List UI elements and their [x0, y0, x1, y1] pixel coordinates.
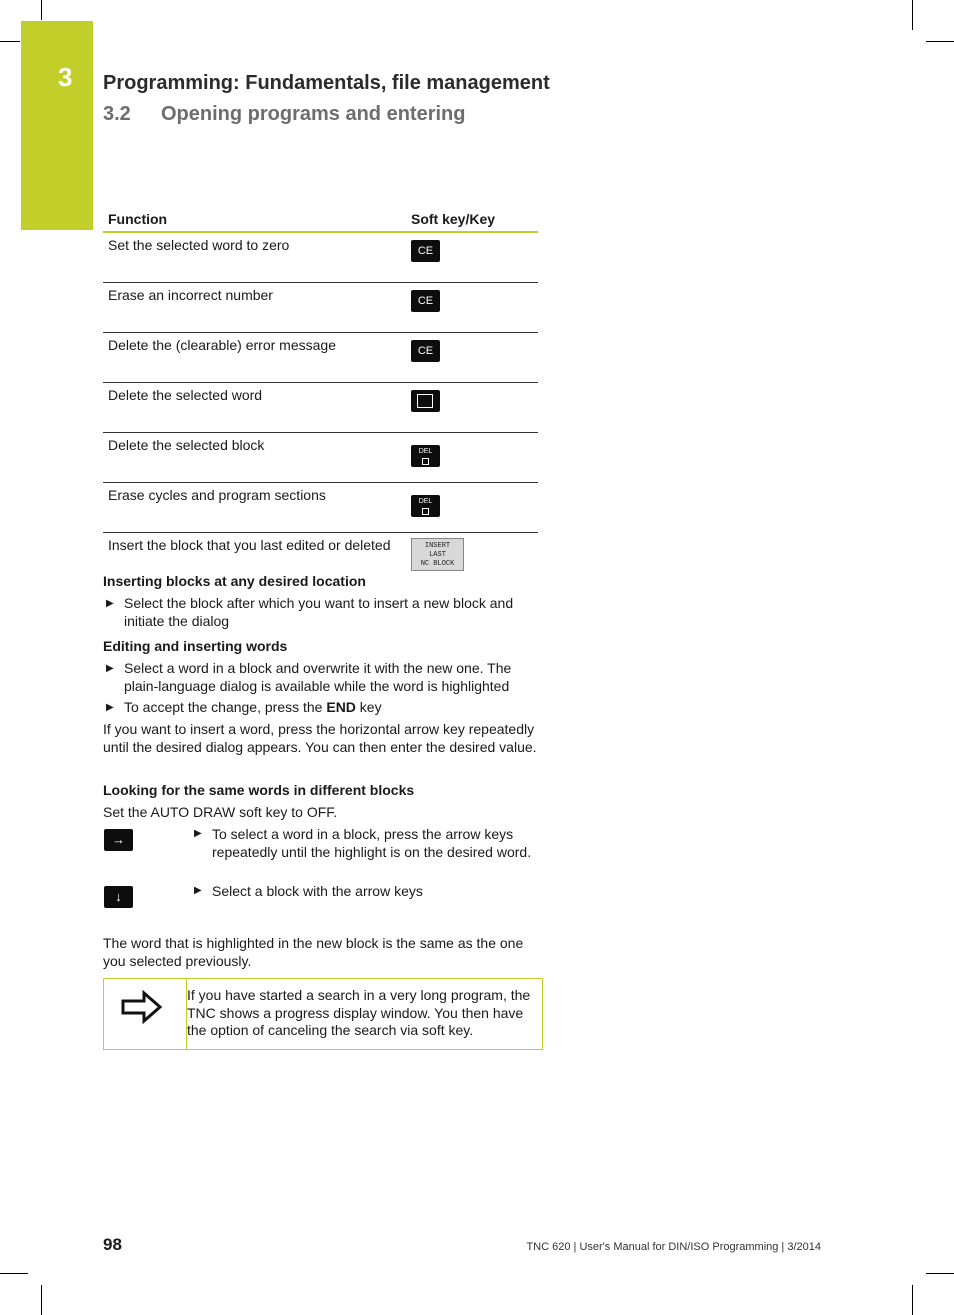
looking-step-1: ▶ To select a word in a block, press the arrow keys repeatedly until the highlight is on the desired word.	[194, 826, 532, 860]
column-header-function: Function	[103, 207, 406, 232]
looking-heading: Looking for the same words in different blocks	[103, 782, 415, 798]
table-row	[103, 232, 538, 283]
crop-mark	[912, 0, 913, 30]
ce-key-icon: CE	[411, 340, 440, 362]
section-name: Opening programs and entering	[161, 103, 466, 125]
function-cell: Delete the (clearable) error message	[103, 333, 406, 383]
function-cell: Delete the selected block	[103, 433, 406, 483]
crop-mark	[0, 1273, 28, 1274]
function-cell: Erase an incorrect number	[103, 283, 406, 333]
chapter-title: Programming: Fundamentals, file management	[103, 72, 550, 94]
footer-text: TNC 620 | User's Manual for DIN/ISO Programming | 3/2014	[526, 1241, 821, 1253]
table-row	[103, 483, 538, 533]
function-cell: Insert the block that you last edited or deleted	[108, 537, 391, 553]
inserting-step: ▶ Select the block after which you want to insert a new block and initiate the dialog	[106, 595, 514, 629]
insert-last-nc-block-softkey-icon: INSERT LAST NC BLOCK	[411, 538, 464, 571]
crop-mark	[0, 41, 20, 42]
crop-mark	[912, 1285, 913, 1315]
inserting-heading: Inserting blocks at any desired location	[103, 573, 366, 589]
chapter-tab	[21, 21, 93, 230]
arrow-down-key-icon: ↓	[104, 886, 133, 908]
table-row	[103, 433, 538, 483]
table-row	[103, 283, 538, 333]
editing-heading: Editing and inserting words	[103, 638, 288, 654]
crop-mark	[41, 1285, 42, 1315]
section-number: 3.2	[103, 103, 131, 125]
ce-key-icon: CE	[411, 240, 440, 262]
page-number: 98	[103, 1235, 122, 1254]
bullet-icon: ▶	[106, 702, 114, 713]
del-key-icon: DEL	[411, 495, 440, 517]
function-cell: Set the selected word to zero	[103, 232, 406, 283]
crop-mark	[41, 0, 42, 20]
chapter-number: 3	[58, 62, 73, 92]
frame-key-icon	[411, 390, 440, 412]
section-title	[103, 103, 465, 126]
function-cell: Erase cycles and program sections	[103, 483, 406, 533]
bullet-icon: ▶	[194, 885, 202, 896]
bullet-icon: ▶	[194, 828, 202, 839]
looking-paragraph: The word that is highlighted in the new block is the same as the one you selected previously.	[103, 935, 524, 969]
crop-mark	[926, 41, 954, 42]
table-row	[103, 333, 538, 383]
function-cell: Delete the selected word	[103, 383, 406, 433]
editing-step-1: ▶ Select a word in a block and overwrite it with the new one. The plain-language dialog is available while the word is highlighted	[106, 660, 512, 694]
editing-paragraph: If you want to insert a word, press the horizontal arrow key repeatedly until the desired dialog appears. You can then enter the desired value.	[103, 721, 537, 755]
arrow-right-key-icon: →	[104, 829, 133, 851]
table-row	[103, 383, 538, 433]
note-text: If you have started a search in a very long program, the TNC shows a progress display window. You then have the option of canceling the search via soft key.	[187, 987, 531, 1038]
end-key-label: END	[326, 699, 356, 715]
looking-step-2: ▶ Select a block with the arrow keys	[194, 883, 423, 899]
bullet-icon: ▶	[106, 598, 114, 609]
editing-step-2: ▶ To accept the change, press the END key	[106, 699, 382, 715]
column-header-softkey: Soft key/Key	[406, 207, 538, 232]
ce-key-icon: CE	[411, 290, 440, 312]
bullet-icon: ▶	[106, 663, 114, 674]
function-table	[103, 207, 538, 580]
del-key-icon: DEL	[411, 445, 440, 467]
note-box	[103, 978, 543, 1050]
crop-mark	[926, 1273, 954, 1274]
arrow-right-outline-icon	[120, 989, 164, 1025]
looking-intro: Set the AUTO DRAW soft key to OFF.	[103, 804, 338, 820]
